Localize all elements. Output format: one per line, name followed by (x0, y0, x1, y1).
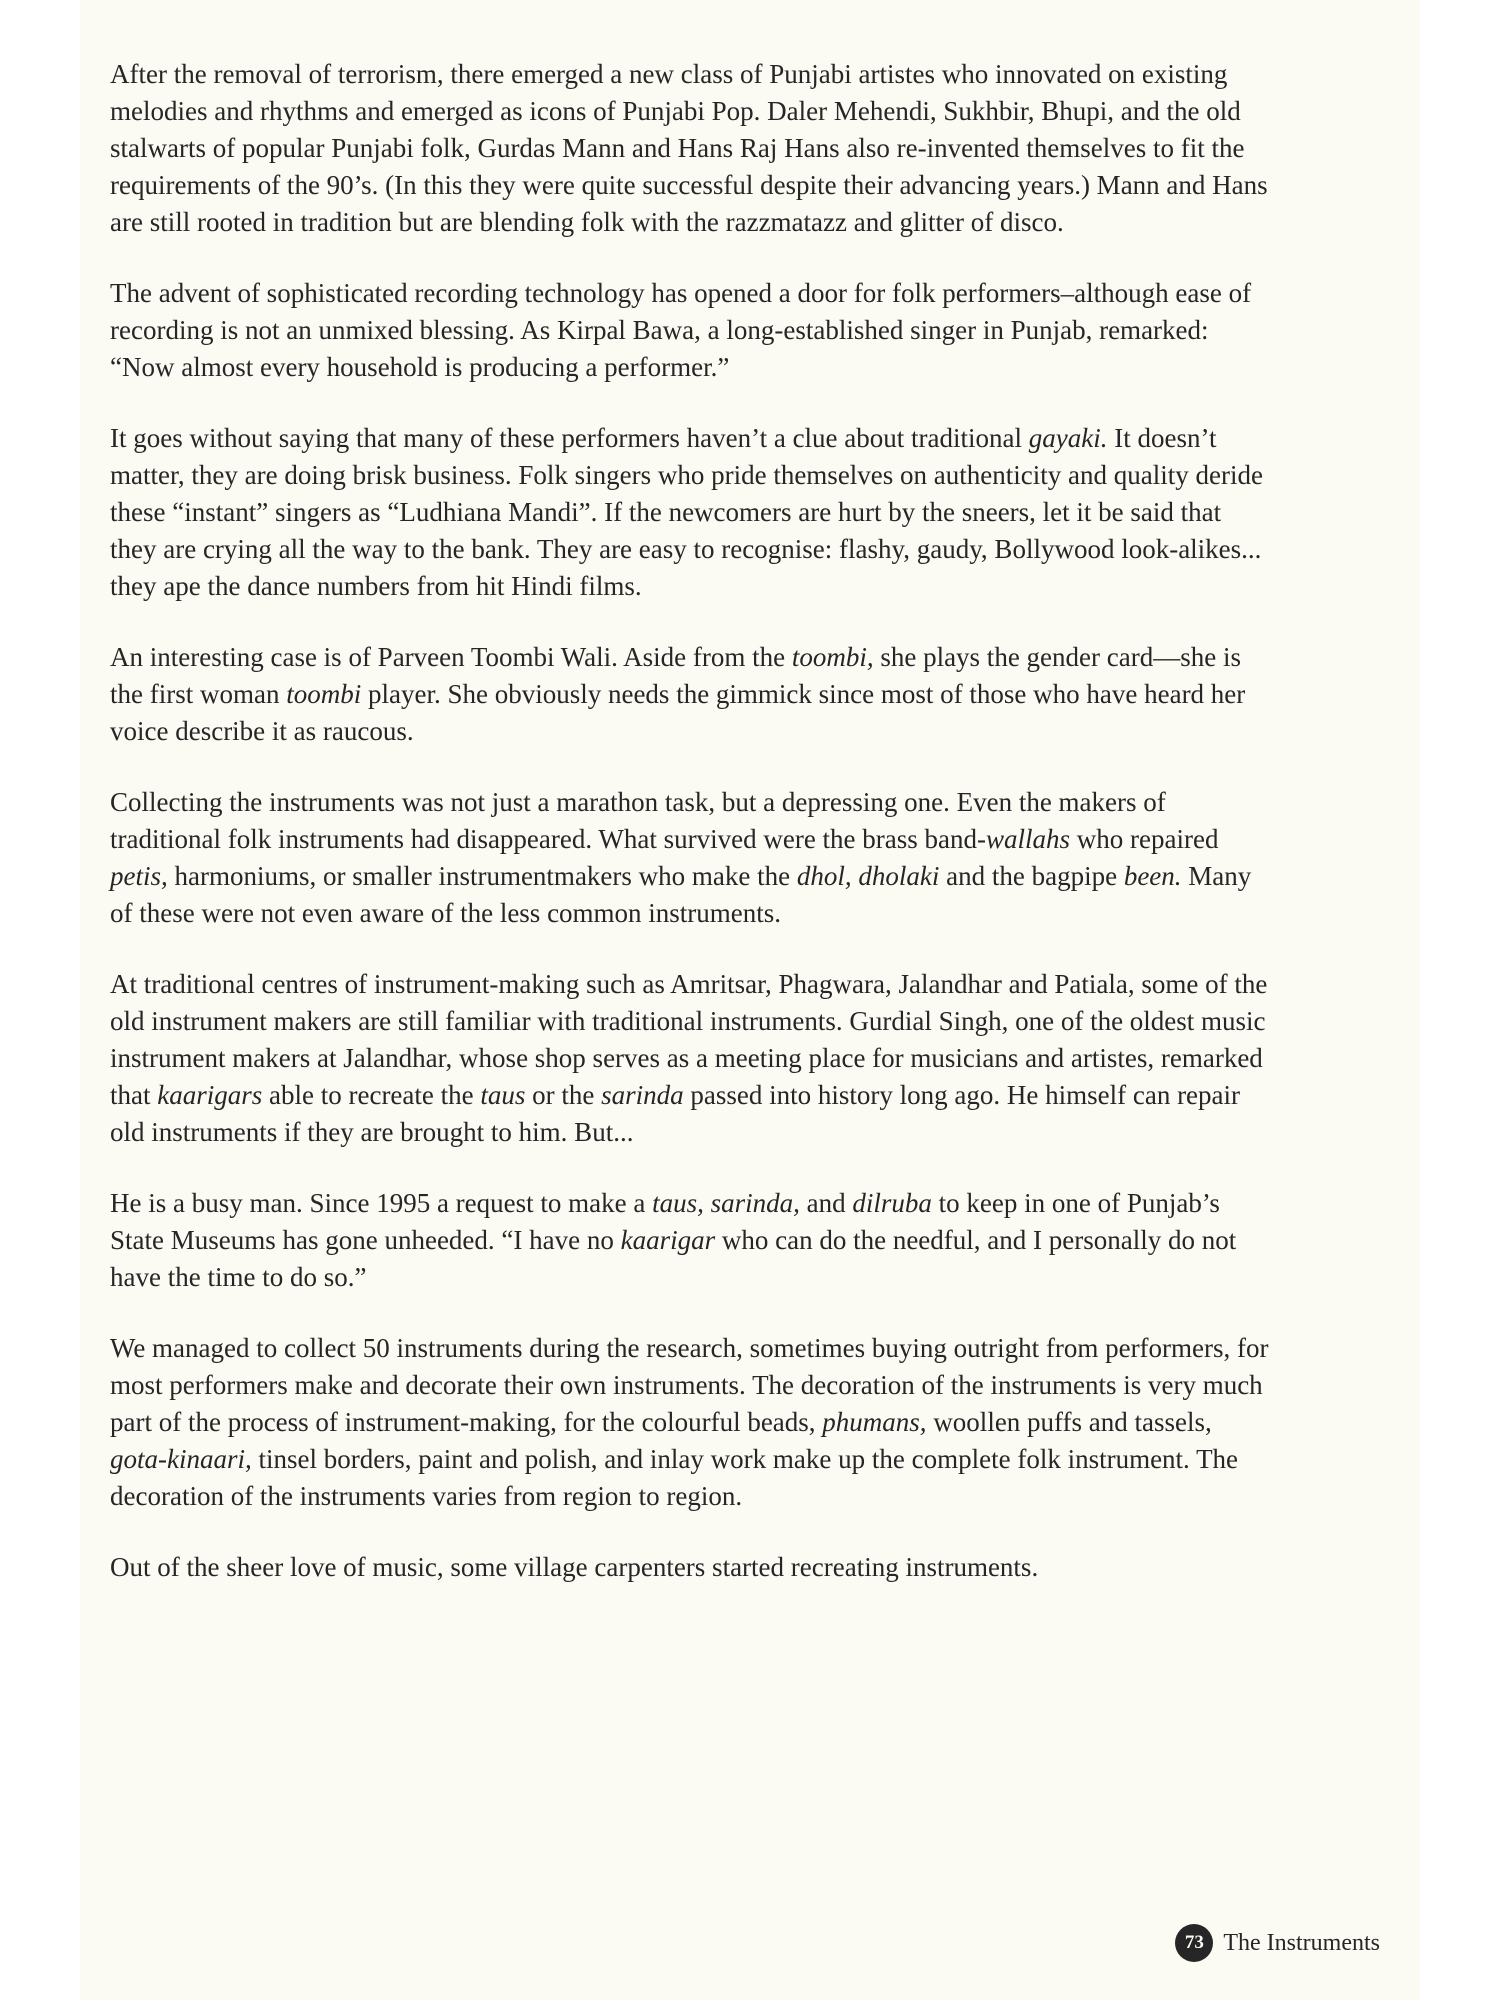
text-run: After the removal of terrorism, there emerged a new class of Punjabi artistes who innovated on existing melodies and rhythms and emerged as icons of Punjabi Pop. Daler Mehendi, Sukhbir, Bhupi, and the old stalwarts of popular Punjabi folk, Gurdas Mann and Hans Raj Hans also re-invented themselves to fit the requirements of the 90’s. (In this they were quite successful despite their advancing years.) Mann and Hans are still rooted in tradition but are blending folk with the razzmatazz and glitter of disco. (110, 59, 1268, 237)
text-run: woollen puffs and tassels, (926, 1407, 1212, 1437)
text-run: An interesting case is of Parveen Toombi Wali. Aside from the (110, 642, 792, 672)
italic-term: kaarigar (620, 1225, 716, 1255)
paragraph (110, 1185, 1270, 1296)
book-page (80, 0, 1420, 2000)
text-run: she plays the gender card—she is the first woman (110, 642, 1241, 709)
text-run: harmoniums, or smaller instrumentmakers who make the (167, 861, 797, 891)
italic-term: kaarigars (157, 1080, 263, 1110)
italic-term: dilruba (852, 1188, 932, 1218)
italic-term: petis, (110, 861, 168, 891)
text-run: At traditional centres of instrument-making such as Amritsar, Phagwara, Jalandhar and Patiala, some of the old instrument makers are still familiar with traditional instruments. Gurdial Singh, one of the oldest music instrument makers at Jalandhar, whose shop serves as a meeting place for musicians and artistes, remarked that (110, 969, 1268, 1110)
text-run: It goes without saying that many of these performers haven’t a clue about traditional (110, 423, 1029, 453)
italic-term: phumans, (822, 1407, 927, 1437)
text-run: It doesn’t matter, they are doing brisk business. Folk singers who pride themselves on authenticity and quality deride these “instant” singers as “Ludhiana Mandi”. If the newcomers are hurt by the sneers, let it be said that they are crying all the way to the bank. They are easy to recognise: flashy, gaudy, Bollywood look-alikes... they ape the dance numbers from hit Hindi films. (110, 423, 1263, 601)
italic-term: gota-kinaari, (110, 1444, 252, 1474)
text-run: passed into history long ago. He himself can repair old instruments if they are brought to him. But... (110, 1080, 1241, 1147)
text-run: Out of the sheer love of music, some village carpenters started recreating instruments. (110, 1552, 1039, 1582)
paragraph (110, 639, 1270, 750)
italic-term: sarinda (601, 1080, 684, 1110)
text-run: to keep in one of Punjab’s State Museums has gone unheeded. “I have no (110, 1188, 1220, 1255)
text-run: Collecting the instruments was not just a marathon task, but a depressing one. Even the makers of traditional folk instruments had disappeared. What survived were the brass band- (110, 787, 1166, 854)
paragraph (110, 1549, 1270, 1586)
section-title: The Instruments (1223, 1929, 1380, 1956)
italic-term: wallahs (986, 824, 1071, 854)
italic-term: been. (1123, 861, 1182, 891)
body-text (110, 56, 1270, 1620)
paragraph (110, 784, 1270, 932)
text-run: We managed to collect 50 instruments during the research, sometimes buying outright from performers, for most performers make and decorate their own instruments. The decoration of the instruments is very much part of the process of instrument-making, for the colourful beads, (110, 1333, 1269, 1437)
italic-term: toombi, (791, 642, 874, 672)
paragraph (110, 275, 1270, 386)
italic-term: taus (480, 1080, 526, 1110)
paragraph (110, 966, 1270, 1151)
italic-term: dhol, dholaki (796, 861, 940, 891)
text-run: Many of these were not even aware of the less common instruments. (110, 861, 1252, 928)
italic-term: gayaki. (1028, 423, 1108, 453)
text-run: player. She obviously needs the gimmick since most of those who have heard her voice describe it as raucous. (110, 679, 1246, 746)
italic-term: taus, sarinda, (652, 1188, 800, 1218)
text-run: He is a busy man. Since 1995 a request to make a (110, 1188, 653, 1218)
text-run: The advent of sophisticated recording technology has opened a door for folk performers–although ease of recording is not an unmixed blessing. As Kirpal Bawa, a long-established singer in Punjab, remarked: “Now almost every household is producing a performer.” (110, 278, 1252, 382)
italic-term: toombi (286, 679, 362, 709)
text-run: who repaired (1070, 824, 1219, 854)
paragraph (110, 420, 1270, 605)
text-run: and (799, 1188, 853, 1218)
page-footer (1175, 1924, 1380, 1962)
text-run: tinsel borders, paint and polish, and inlay work make up the complete folk instrument. The decoration of the instruments varies from region to region. (110, 1444, 1239, 1511)
text-run: and the bagpipe (939, 861, 1124, 891)
text-run: who can do the needful, and I personally do not have the time to do so.” (110, 1225, 1237, 1292)
paragraph (110, 1330, 1270, 1515)
paragraph (110, 56, 1270, 241)
text-run: able to recreate the (262, 1080, 481, 1110)
text-run: or the (525, 1080, 602, 1110)
page-number-badge: 73 (1175, 1924, 1213, 1962)
